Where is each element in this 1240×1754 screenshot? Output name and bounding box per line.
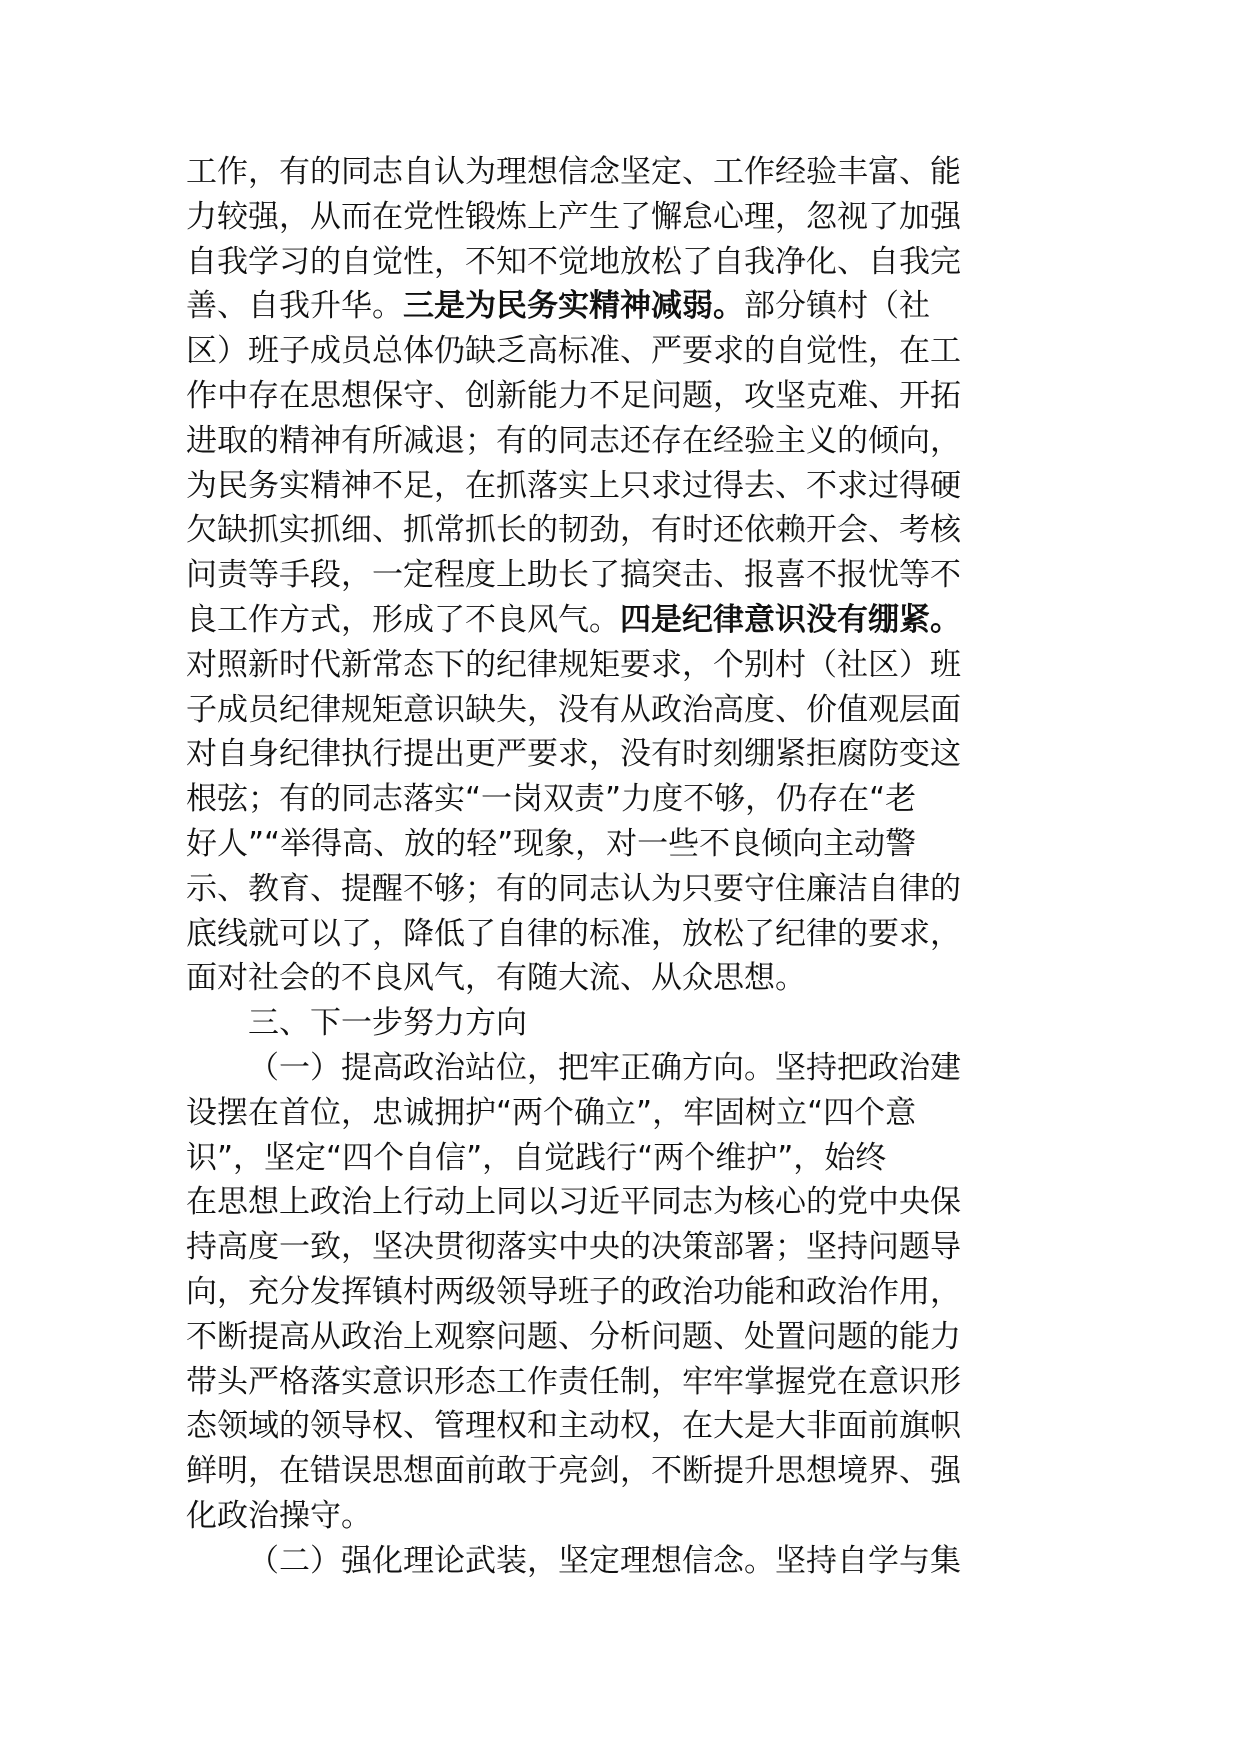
- text-line: [186, 732, 1056, 777]
- body-text: 持高度一致，坚决贯彻落实中央的决策部署；坚持问题导: [186, 1229, 961, 1266]
- body-text: 化政治操守。: [186, 1497, 372, 1534]
- body-text: 进取的精神有所减退；有的同志还存在经验主义的倾向，: [186, 422, 961, 459]
- text-line: [186, 464, 1056, 509]
- body-text: 力较强，从而在党性锻炼上产生了懈怠心理，忽视了加强: [186, 198, 961, 235]
- body-text: 对照新时代新常态下的纪律规矩要求，个别村（社区）班: [186, 646, 961, 683]
- text-line: [186, 1180, 1056, 1225]
- text-line: [186, 1404, 1056, 1449]
- text-line: [186, 688, 1056, 733]
- body-text: 态领域的领导权、管理权和主动权，在大是大非面前旗帜: [186, 1408, 961, 1445]
- body-text: 底线就可以了，降低了自律的标准，放松了纪律的要求，: [186, 915, 961, 952]
- text-line: [186, 1046, 1056, 1091]
- body-text: 带头严格落实意识形态工作责任制，牢牢掌握党在意识形: [186, 1363, 961, 1400]
- body-text: 工作，有的同志自认为理想信念坚定、工作经验丰富、能: [186, 154, 961, 190]
- text-line: [186, 1091, 1056, 1136]
- document-body: [186, 150, 1056, 1584]
- body-text: （一）提高政治站位，把牢正确方向。坚持把政治建: [248, 1049, 961, 1086]
- text-line: [186, 643, 1056, 688]
- text-line: [186, 1315, 1056, 1360]
- text-line: [186, 1494, 1056, 1539]
- body-text: 自我学习的自觉性，不知不觉地放松了自我净化、自我完: [186, 243, 961, 280]
- body-text: 根弦；有的同志落实“一岗双责”力度不够，仍存在“老: [186, 781, 917, 818]
- text-line: [186, 1360, 1056, 1405]
- body-text: 部分镇村（社: [744, 288, 930, 325]
- body-text: 面对社会的不良风气，有随大流、从众思想。: [186, 960, 806, 997]
- body-text: 欠缺抓实抓细、抓常抓长的韧劲，有时还依赖开会、考核: [186, 512, 961, 549]
- body-text: 在思想上政治上行动上同以习近平同志为核心的党中央保: [186, 1184, 961, 1221]
- body-text: 良工作方式，形成了不良风气。: [186, 601, 620, 638]
- bold-heading-text: 三是为民务实精神减弱。: [403, 288, 744, 325]
- body-text: 子成员纪律规矩意识缺失，没有从政治高度、价值观层面: [186, 691, 961, 728]
- text-line: [186, 284, 1056, 329]
- text-line: [186, 1270, 1056, 1315]
- text-line: [186, 822, 1056, 867]
- body-text: 示、教育、提醒不够；有的同志认为只要守住廉洁自律的: [186, 870, 961, 907]
- body-text: 鲜明，在错误思想面前敢于亮剑，不断提升思想境界、强: [186, 1453, 961, 1490]
- text-line: [186, 240, 1056, 285]
- text-line: [186, 553, 1056, 598]
- text-line: [186, 508, 1056, 553]
- text-line: [186, 1449, 1056, 1494]
- body-text: 为民务实精神不足，在抓落实上只求过得去、不求过得硬: [186, 467, 961, 504]
- text-line: [186, 912, 1056, 957]
- body-text: 识”，坚定“四个自信”，自觉践行“两个维护”，始终: [186, 1139, 887, 1176]
- text-line: [186, 956, 1056, 1001]
- bold-heading-text: 四是纪律意识没有绷紧。: [620, 601, 961, 638]
- text-line: [186, 598, 1056, 643]
- text-line: [186, 1136, 1056, 1181]
- text-line: [186, 419, 1056, 464]
- text-line: [186, 1539, 1056, 1584]
- body-text: （二）强化理论武装，坚定理想信念。坚持自学与集: [248, 1542, 961, 1579]
- body-text: 作中存在思想保守、创新能力不足问题，攻坚克难、开拓: [186, 377, 961, 414]
- body-text: 问责等手段，一定程度上助长了搞突击、报喜不报忧等不: [186, 557, 961, 594]
- text-line: [186, 777, 1056, 822]
- body-text: 设摆在首位，忠诚拥护“两个确立”，牢固树立“四个意: [186, 1094, 917, 1131]
- body-text: 善、自我升华。: [186, 288, 403, 325]
- text-line: [186, 374, 1056, 419]
- body-text: 区）班子成员总体仍缺乏高标准、严要求的自觉性，在工: [186, 333, 961, 370]
- text-line: [186, 1001, 1056, 1046]
- text-line: [186, 1225, 1056, 1270]
- text-line: [186, 329, 1056, 374]
- text-line: [186, 150, 1056, 195]
- body-text: 对自身纪律执行提出更严要求，没有时刻绷紧拒腐防变这: [186, 736, 961, 773]
- body-text: 好人”“举得高、放的轻”现象，对一些不良倾向主动警: [186, 825, 917, 862]
- text-line: [186, 867, 1056, 912]
- body-text: 向，充分发挥镇村两级领导班子的政治功能和政治作用，: [186, 1273, 961, 1310]
- body-text: 不断提高从政治上观察问题、分析问题、处置问题的能力: [186, 1318, 961, 1355]
- text-line: [186, 195, 1056, 240]
- body-text: 三、下一步努力方向: [248, 1005, 527, 1042]
